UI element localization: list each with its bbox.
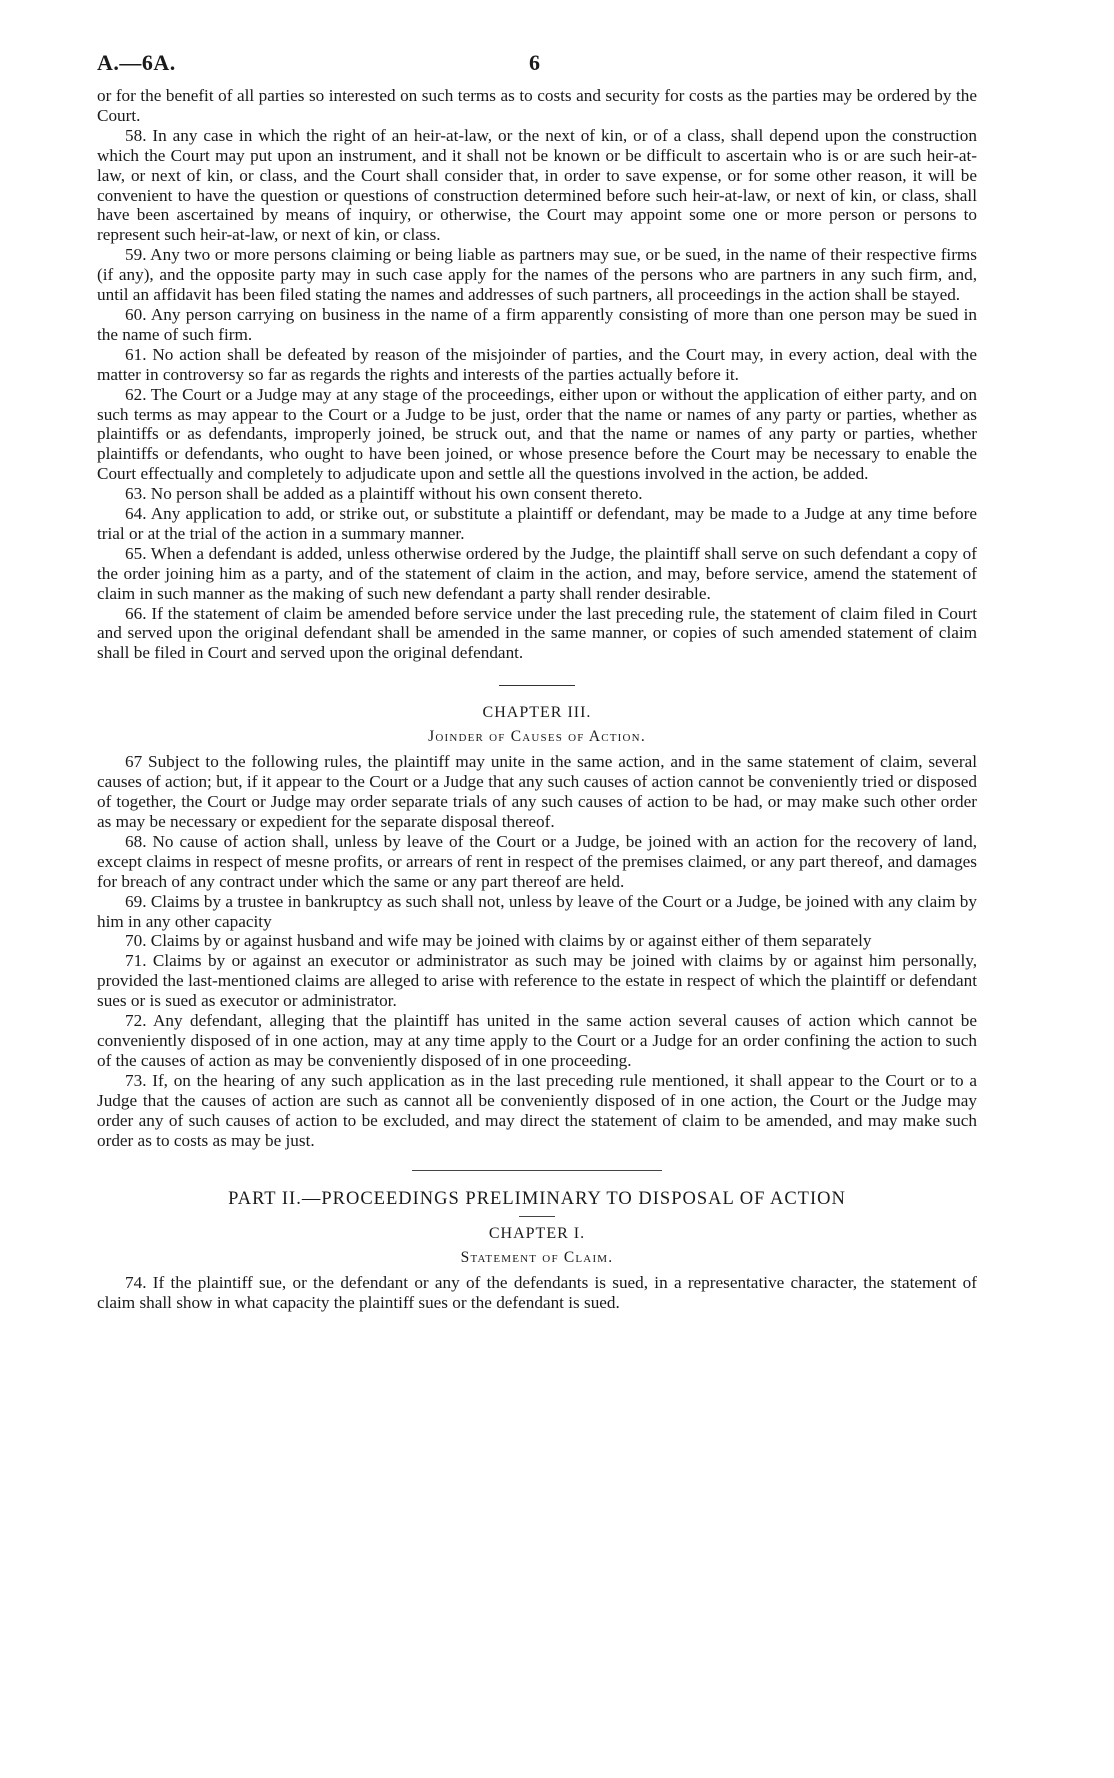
paragraph: 72. Any defendant, alleging that the plaintiff has united in the same action several causes of action which cannot be conveniently disposed of in one action, may at any time apply to the Court or a Judge for an order confining the action to such of the causes of action as may be conveniently disposed of in one proceeding.: [97, 1011, 977, 1070]
part-heading: PART II.—PROCEEDINGS PRELIMINARY TO DISPOSAL OF ACTION: [228, 1189, 846, 1210]
paragraph: 71. Claims by or against an executor or administrator as such may be joined with claims by or against him personally, provided the last-mentioned claims are alleged to arise with reference to the estate in respect of which the plaintiff or defendant sues or is sued as executor or administrator.: [97, 951, 977, 1011]
chapter-heading: CHAPTER III.: [482, 704, 592, 722]
paragraph: 60. Any person carrying on business in the name of a firm apparently consisting of more than one person may be sued in the name of such firm.: [97, 304, 977, 344]
paragraph: 73. If, on the hearing of any such application as in the last preceding rule mentioned, it shall appear to the Court or to a Judge that the causes of action are such as cannot all be conveniently disposed of in one action, the Court or the Judge may order any of such causes of action to be excluded, and may direct the statement of claim to be amended, and may make such order as to costs as may be just.: [97, 1070, 977, 1150]
paragraph: 63. No person shall be added as a plaintiff without his own consent thereto.: [125, 484, 643, 504]
paragraph: 61. No action shall be defeated by reason of the misjoinder of parties, and the Court may, in every action, deal with the matter in controversy so far as regards the rights and interests of the parties actually before it.: [97, 344, 977, 384]
page-header: [97, 50, 977, 86]
chapter-subtitle: Joinder of Causes of Action.: [428, 728, 646, 746]
paragraph: 74. If the plaintiff sue, or the defendant or any of the defendants is sued, in a representative character, the statement of claim shall show in what capacity the plaintiff sues or the defendant is sued.: [97, 1273, 977, 1313]
paragraph: or for the benefit of all parties so interested on such terms as to costs and security for costs as the parties may be ordered by the Court.: [97, 86, 977, 125]
heading-divider: [519, 1216, 555, 1217]
page-number: 6: [529, 50, 540, 75]
paragraph: 66. If the statement of claim be amended before service under the last preceding rule, the statement of claim filed in Court and served upon the original defendant shall be amended in the same manner, or copies of such amended statement of claim shall be filed in Court and served upon the original defendant.: [97, 603, 977, 663]
paragraph: 58. In any case in which the right of an heir-at-law, or the next of kin, or of a class, shall depend upon the construction which the Court may put upon an instrument, and it shall not be known or be difficult to ascertain who is or are such heir-at-law, or next of kin, or class, and the Court shall consider that, in order to save expense, or for some other reason, it will be convenient to have the question or questions of construction determined before such heir-at-law, or next of kin, or class, shall have been ascertained by means of inquiry, or otherwise, the Court may appoint some one or more person or persons to represent such heir-at-law, or next of kin, or class.: [97, 125, 977, 245]
paragraph: 62. The Court or a Judge may at any stage of the proceedings, either upon or without the application of either party, and on such terms as may appear to the Court or a Judge to be just, order that the name or names of any party or parties, whether as plaintiffs or as defendants, improperly joined, be struck out, and that the name or names of any party or parties, whether plaintiffs or defendants, who ought to have been joined, or whose presence before the Court may be necessary to enable the Court effectually and completely to adjudicate upon and settle all the questions involved in the action, be added.: [97, 384, 977, 484]
section-divider: [499, 685, 575, 686]
paragraph: 59. Any two or more persons claiming or being liable as partners may sue, or be sued, in the name of their respective firms (if any), and the opposite party may in such case apply for the names of the persons who are partners in any such firm, and, until an affidavit has been filed stating the names and addresses of such partners, all proceedings in the action shall be stayed.: [97, 245, 977, 305]
part-chapter-subtitle: Statement of Claim.: [460, 1249, 614, 1267]
paragraph: 68. No cause of action shall, unless by leave of the Court or a Judge, be joined with an action for the recovery of land, except claims in respect of mesne profits, or arrears of rent in respect of the premises claimed, or any part thereof, and damages for breach of any contract under which the same or any part thereof are held.: [97, 831, 977, 891]
paragraph: 67 Subject to the following rules, the plaintiff may unite in the same action, and in the same statement of claim, several causes of action; but, if it appear to the Court or a Judge that any such causes of action cannot be conveniently tried or disposed of together, the Court or Judge may order separate trials of any such causes of action to be had, or may make such other order as may be necessary or expedient for the separate disposal thereof.: [97, 752, 977, 831]
section-rules-67-73: [97, 752, 977, 1150]
part-divider: [412, 1170, 662, 1171]
paragraph: 65. When a defendant is added, unless otherwise ordered by the Judge, the plaintiff shall serve on such defendant a copy of the order joining him as a party, and of the statement of claim in the action, and may, before service, amend the statement of claim in such manner as the making of such new defendant a party shall render desirable.: [97, 543, 977, 603]
section-rules-58-66: [97, 86, 977, 663]
document-reference: A.—6A.: [97, 50, 176, 75]
paragraph: 69. Claims by a trustee in bankruptcy as such shall not, unless by leave of the Court or a Judge, be joined with any claim by him in any other capacity: [97, 891, 977, 931]
paragraph: 64. Any application to add, or strike out, or substitute a plaintiff or defendant, may be made to a Judge at any time before trial or at the trial of the action in a summary manner.: [97, 504, 977, 543]
section-rule-74: [97, 1273, 977, 1313]
part-chapter-heading: CHAPTER I.: [488, 1225, 586, 1243]
paragraph: 70. Claims by or against husband and wife may be joined with claims by or against either of them separately: [125, 931, 872, 951]
document-page: [97, 50, 977, 1313]
